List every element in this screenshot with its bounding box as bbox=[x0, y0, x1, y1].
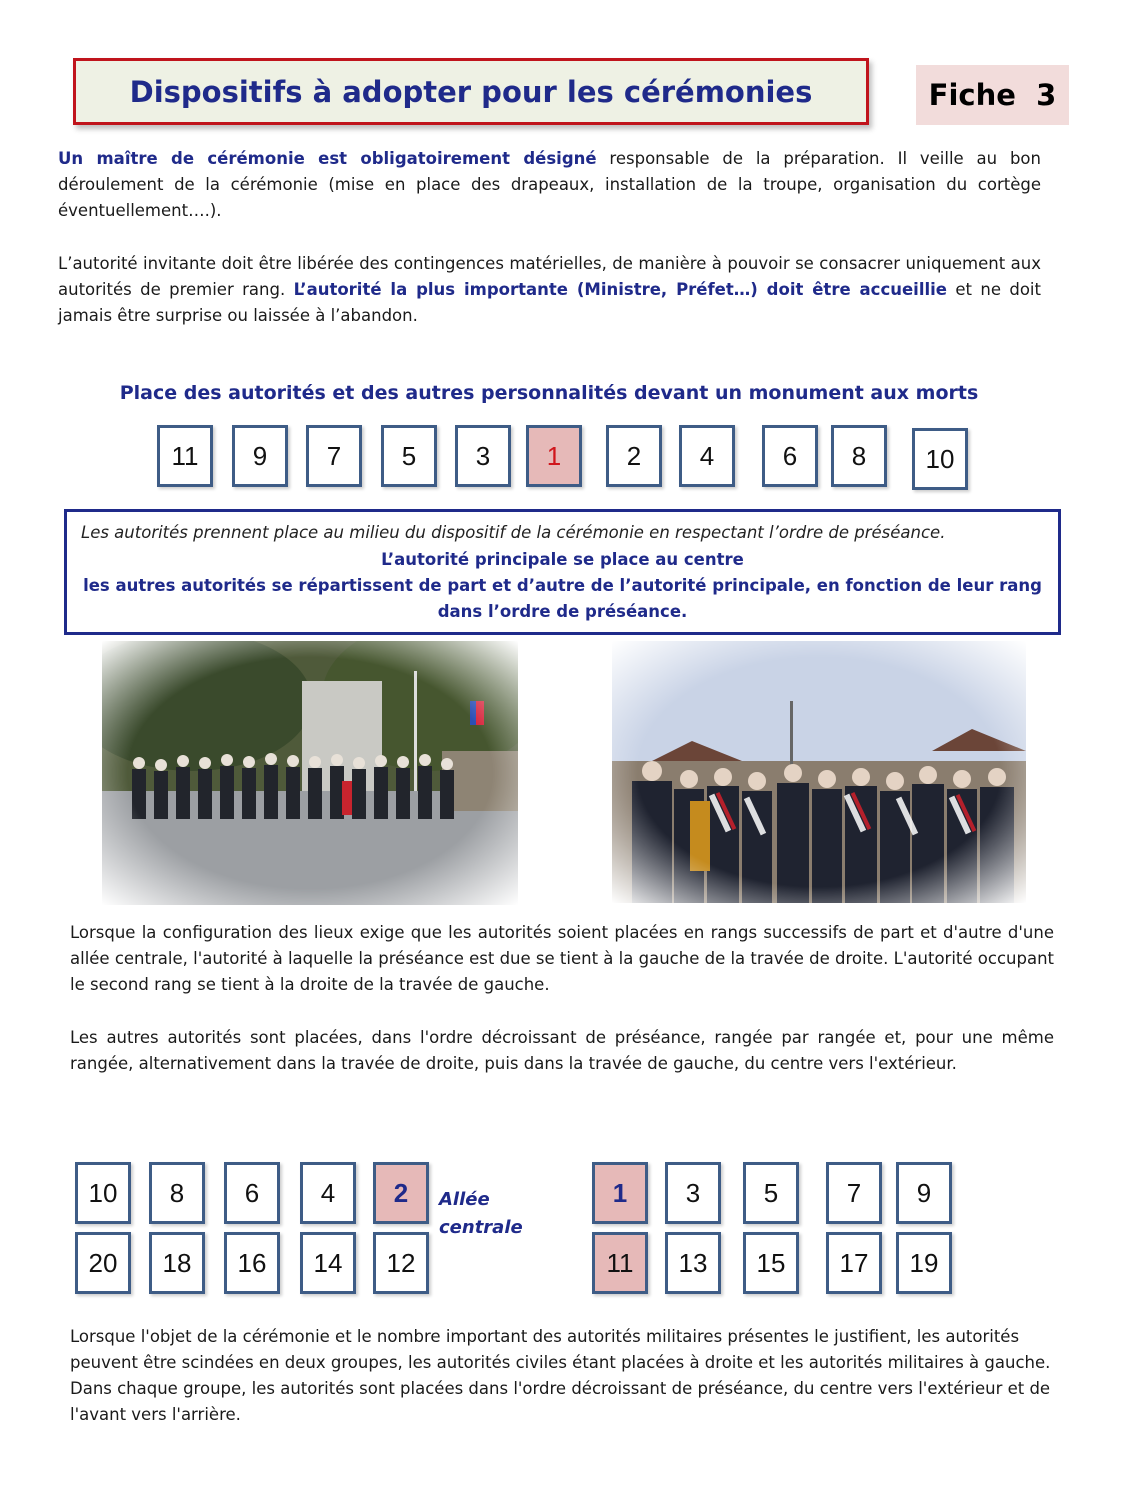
page-title: Dispositifs à adopter pour les cérémonies bbox=[129, 74, 813, 109]
info-line-4: dans l’ordre de préséance. bbox=[437, 602, 688, 621]
right-row2-slot: 17 bbox=[826, 1232, 882, 1294]
allee-line-2: centrale bbox=[439, 1217, 523, 1238]
monument-slot: 11 bbox=[157, 425, 213, 487]
page-title-box bbox=[73, 58, 869, 125]
monument-slot-principal: 1 bbox=[526, 425, 582, 487]
right-row1-slot: 5 bbox=[743, 1162, 799, 1224]
left-row2-slot: 20 bbox=[75, 1232, 131, 1294]
ceremony-photo-right bbox=[612, 641, 1026, 903]
rows-paragraph-1: Lorsque la configuration des lieux exige que les autorités soient placées en rangs successifs de part et d'autre d'une allée centrale, l'autorité à laquelle la préséance est due se tient à la gauche de la travée de droite. L'autorité occupant le second rang se tient à la droite de la travée de gauche. bbox=[70, 923, 1054, 994]
monument-slot: 7 bbox=[306, 425, 362, 487]
info-line-3: les autres autorités se répartissent de part et d’autre de l’autorité principale, en fonction de leur rang bbox=[83, 576, 1042, 595]
left-row1-slot: 10 bbox=[75, 1162, 131, 1224]
left-row1-slot: 8 bbox=[149, 1162, 205, 1224]
left-row1-slot: 4 bbox=[300, 1162, 356, 1224]
right-row1-slot: 3 bbox=[665, 1162, 721, 1224]
rows-paragraph-2: Les autres autorités sont placées, dans l'ordre décroissant de préséance, rangée par rangée et, pour une même rangée, alternativement dans la travée de droite, puis dans la travée de gauche, du centre vers l'extérieur. bbox=[70, 1028, 1054, 1073]
monument-slot: 10 bbox=[912, 428, 968, 490]
intro-p2-end: et ne doit jamais être surprise ou laissée à l’abandon. bbox=[58, 280, 1041, 325]
right-row2-slot: 13 bbox=[665, 1232, 721, 1294]
monument-slot: 6 bbox=[762, 425, 818, 487]
intro-p1-bold: Un maître de cérémonie est obligatoirement désigné bbox=[58, 149, 597, 168]
left-row2-slot: 14 bbox=[300, 1232, 356, 1294]
ceremony-photo-left bbox=[102, 641, 518, 905]
intro-p2-bold: L’autorité la plus importante (Ministre, Préfet…) doit être accueillie bbox=[293, 280, 947, 299]
intro-paragraph-1 bbox=[58, 146, 1041, 224]
monument-subtitle: Place des autorités et des autres personnalités devant un monument aux morts bbox=[119, 382, 979, 404]
monument-slot: 5 bbox=[381, 425, 437, 487]
fiche-badge: Fiche 3 bbox=[916, 65, 1069, 125]
monument-slot: 2 bbox=[606, 425, 662, 487]
right-row2-slot: 15 bbox=[743, 1232, 799, 1294]
intro-p2-start: L’autorité invitante doit être libérée des contingences matérielles, de manière à pouvoir se consacrer uniquement aux autorités de premier rang. bbox=[58, 254, 1041, 299]
intro-paragraph-2 bbox=[58, 251, 1041, 329]
right-row2-slot: 19 bbox=[896, 1232, 952, 1294]
left-row2-slot: 12 bbox=[373, 1232, 429, 1294]
allee-centrale-label bbox=[439, 1186, 523, 1242]
left-row2-slot: 18 bbox=[149, 1232, 205, 1294]
allee-line-1: Allée bbox=[439, 1189, 490, 1210]
right-row1-slot-first: 1 bbox=[592, 1162, 648, 1224]
right-row1-slot: 7 bbox=[826, 1162, 882, 1224]
left-row1-slot-second: 2 bbox=[373, 1162, 429, 1224]
monument-slot: 4 bbox=[679, 425, 735, 487]
right-row2-slot-first: 11 bbox=[592, 1232, 648, 1294]
intro-p1-rest: responsable de la préparation. Il veille au bon déroulement de la cérémonie (mise en place des drapeaux, installation de la troupe, organisation du cortège éventuellement….). bbox=[58, 149, 1041, 220]
monument-slot: 3 bbox=[455, 425, 511, 487]
left-row2-slot: 16 bbox=[224, 1232, 280, 1294]
monument-slot: 8 bbox=[831, 425, 887, 487]
monument-slot: 9 bbox=[232, 425, 288, 487]
left-row1-slot: 6 bbox=[224, 1162, 280, 1224]
closing-paragraph: Lorsque l'objet de la cérémonie et le nombre important des autorités militaires présentes le justifient, les autorités peuvent être scindées en deux groupes, les autorités civiles étant placées à droite et les autorités militaires à gauche. Dans chaque groupe, les autorités sont placées dans l'ordre décroissant de préséance, du centre vers l'extérieur et de l'avant vers l'arrière. bbox=[70, 1327, 1051, 1424]
info-line-1: Les autorités prennent place au milieu du dispositif de la cérémonie en respectant l’ordre de préséance. bbox=[81, 523, 946, 542]
info-box bbox=[64, 509, 1061, 635]
info-line-2: L’autorité principale se place au centre bbox=[381, 550, 744, 569]
right-row1-slot: 9 bbox=[896, 1162, 952, 1224]
